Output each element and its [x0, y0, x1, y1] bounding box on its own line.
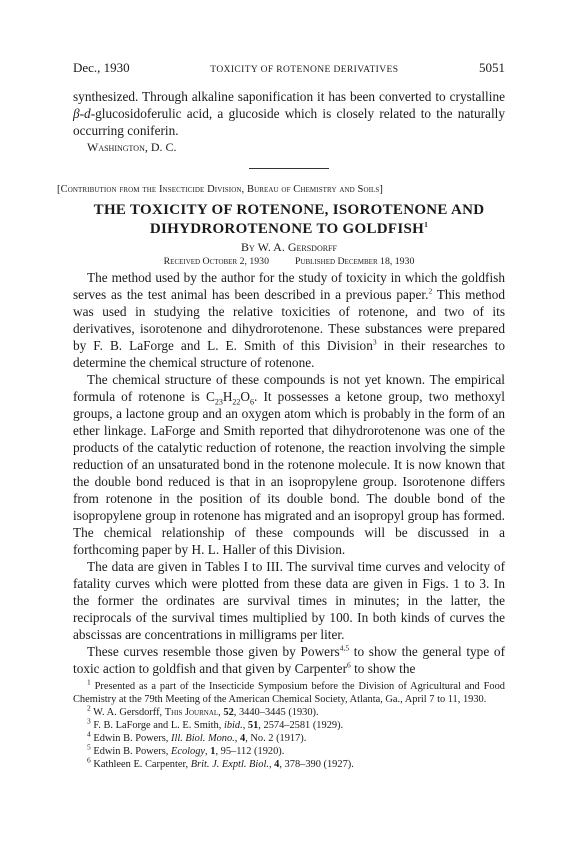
- footnote-text: , 2574–2581 (1929).: [258, 720, 344, 731]
- footnote-text: Kathleen E. Carpenter,: [90, 759, 191, 770]
- footnote-number: 2: [87, 703, 91, 713]
- contribution-line: [Contribution from the Insecticide Division, Bureau of Chemistry and Soils]: [57, 184, 384, 195]
- footnote-text: , 95–112 (1920).: [215, 746, 285, 757]
- separator: ,: [234, 733, 240, 744]
- journal-name: Brit. J. Exptl. Biol.: [190, 759, 269, 770]
- text-span: This method was used in studying the relative toxicities of rotenone, and two of its derivatives, isorotenone and dihydrorotenone. These substances were prepared by F. B. LaForge and L. E. Smith of this Division: [73, 287, 505, 353]
- volume: 4: [274, 759, 280, 770]
- paragraph-2: [73, 371, 505, 558]
- text-span: The method used by the author for the study of toxicity in which the goldfish serves as the test animal has been described in a previous paper.: [73, 270, 505, 302]
- separator: ,: [205, 746, 211, 757]
- title-line-2: [73, 220, 505, 239]
- text-span: in their researches to determine the chemical structure of rotenone.: [73, 338, 505, 370]
- volume: 52: [223, 707, 234, 718]
- issue-date: Dec., 1930: [73, 60, 130, 75]
- footnote-ref: 3: [372, 337, 377, 347]
- article-title: [73, 201, 505, 239]
- running-title: TOXICITY OF ROTENONE DERIVATIVES: [210, 65, 399, 75]
- footnote-text: W. A. Gersdorff,: [90, 707, 165, 718]
- footnote-4: [73, 729, 505, 745]
- paragraph-4: [73, 643, 505, 677]
- paragraph-3: The data are given in Tables I to III. The survival time curves and velocity of fatality curves which were plotted from these data are given in Figs. 1 to 3. In the former the ordinates are survival times in minutes; in the latter, the reciprocals of the survival times multiplied by 100. In both kinds of curves the abscissas are concentrations in milligrams per liter.: [73, 559, 505, 642]
- text-span: to show the: [350, 661, 416, 676]
- footnote-text: , 378–390 (1927).: [279, 759, 354, 770]
- text-span: The chemical structure of these compounds is not yet known. The empirical formula of rotenone is C: [73, 372, 505, 404]
- volume: 1: [210, 746, 216, 757]
- byline: By W. A. Gersdorff: [241, 240, 337, 254]
- footnote-text: Edwin B. Powers,: [90, 746, 171, 757]
- article-dates: [73, 256, 505, 267]
- paragraph-1: [73, 269, 505, 371]
- journal-name: This Journal: [164, 707, 219, 718]
- text-span: to show the general type of toxic action to goldfish and that given by Carpenter: [73, 644, 505, 676]
- previous-article-ending: [73, 88, 505, 156]
- separator: ,: [268, 759, 275, 770]
- published-date: Published December 18, 1930: [294, 256, 415, 267]
- footnote-1: [73, 677, 505, 706]
- footnote-number: 3: [87, 716, 91, 726]
- footnotes: [73, 677, 505, 771]
- title-text: DIHYDROROTENONE TO GOLDFISH: [149, 221, 425, 237]
- formula-subscript: 6: [250, 397, 255, 407]
- separator: ,: [218, 707, 224, 718]
- footnote-ref: 4,5: [339, 643, 350, 653]
- footnote-number: 6: [87, 755, 91, 765]
- footnote-ref: 6: [347, 660, 351, 670]
- formula-subscript: 23: [214, 397, 223, 407]
- footnote-ref: 1: [424, 220, 429, 229]
- journal-page: [57, 60, 505, 771]
- volume: 51: [247, 720, 259, 731]
- footnote-text: , 3440–3445 (1930).: [233, 707, 319, 718]
- text-span: -glucosidoferulic acid, a glucoside which is closely related to the naturally occurring coniferin.: [73, 106, 505, 138]
- footnote-number: 4: [87, 729, 91, 739]
- formula-element: O: [240, 389, 251, 404]
- footnote-3: [73, 716, 505, 732]
- separator: ,: [242, 720, 248, 731]
- footnote-6: [73, 755, 505, 771]
- previous-article-text: [73, 88, 505, 139]
- footnote-text: , No. 2 (1917).: [245, 733, 307, 744]
- journal-name: Ill. Biol. Mono.: [171, 733, 235, 744]
- author-location: Washington, D. C.: [87, 140, 177, 154]
- footnote-text: Presented as a part of the Insecticide Symposium before the Division of Agricultural and Food Chemistry at the 79th Meeting of the American Chemical Society, Atlanta, Ga., April 7 to 11, 1930.: [73, 681, 505, 705]
- page-header: [73, 60, 505, 76]
- page-number: 5051: [478, 60, 505, 75]
- section-divider: [249, 168, 329, 169]
- text-span: . It possesses a ketone group, two methoxyl groups, a lactone group and an oxygen atom which is probably in the form of an ether linkage. LaForge and Smith reported that dihydrorotenone was one of the products of the catalytic reduction of rotenone, the reaction involving the simple reduction of an unsaturated bond in the rotenone molecule. It is now known that the double bond reduced is that in an isopropylene group. Isorotenone differs from rotenone in the position of its double bond. The double bond of the isopropylene group in rotenone has migrated and an isopropyl group has formed. The chemical relationship of these compounds will be discussed in a forthcoming paper by H. L. Haller of this Division.: [73, 389, 505, 557]
- footnote-number: 5: [87, 742, 91, 752]
- footnote-5: [73, 742, 505, 758]
- journal-name: Ecology: [171, 746, 206, 757]
- italic-span: β-d: [73, 106, 91, 121]
- footnote-number: 1: [87, 677, 91, 687]
- text-span: synthesized. Through alkaline saponification it has been converted to crystalline: [73, 89, 505, 104]
- footnote-2: [73, 703, 505, 719]
- volume: 4: [239, 733, 246, 744]
- footnote-ref: 2: [428, 286, 433, 296]
- journal-name: ibid.: [223, 720, 243, 731]
- formula-subscript: 22: [232, 397, 241, 407]
- text-span: These curves resemble those given by Powers: [87, 644, 340, 659]
- footnote-text: F. B. LaForge and L. E. Smith,: [90, 720, 224, 731]
- footnote-text: Edwin B. Powers,: [90, 733, 171, 744]
- received-date: Received October 2, 1930: [163, 256, 269, 267]
- formula-element: H: [222, 389, 233, 404]
- title-line-1: THE TOXICITY OF ROTENONE, ISOROTENONE AND: [93, 202, 485, 218]
